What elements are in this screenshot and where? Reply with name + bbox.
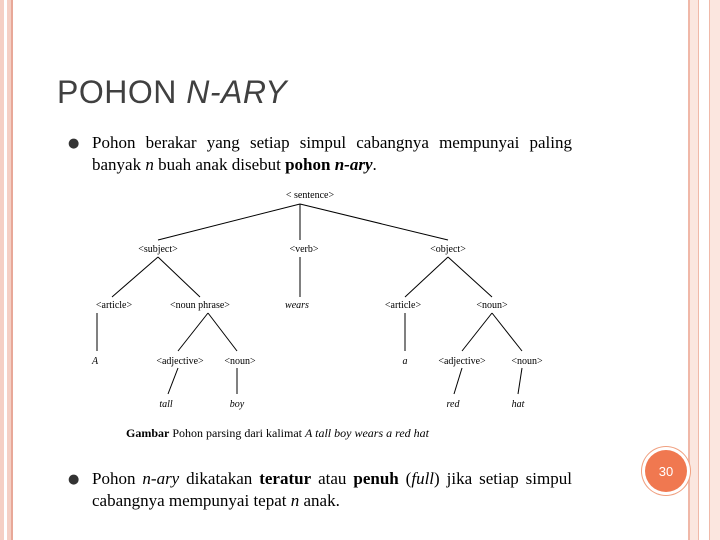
bullet-item-2: ● Pohon n-ary dikatakan teratur atau penuh (full) jika setiap simpul cabangnya mempunyai tepat n anak. bbox=[68, 469, 572, 510]
node-subject: <subject> bbox=[138, 244, 178, 255]
leaf-hat: hat bbox=[511, 399, 525, 410]
bullet-icon: ● bbox=[68, 472, 80, 487]
page-number-badge: 30 bbox=[645, 450, 687, 492]
leaf-tall: tall bbox=[159, 399, 173, 410]
node-adjective-1: <adjective> bbox=[156, 356, 204, 367]
node-article-1: <article> bbox=[95, 300, 133, 311]
slide-title: POHON N-ARY bbox=[57, 74, 288, 110]
node-noun-phrase: <noun phrase> bbox=[170, 300, 230, 311]
node-noun-1: <noun> bbox=[224, 356, 256, 367]
node-article-2: <article> bbox=[384, 300, 422, 311]
node-adjective-2: <adjective> bbox=[438, 356, 486, 367]
leaf-boy: boy bbox=[229, 399, 245, 410]
node-object: <object> bbox=[430, 244, 466, 255]
bullet-item-1: ● Pohon berakar yang setiap simpul cabangnya mempunyai paling banyak n buah anak disebut pohon n-ary. bbox=[68, 133, 572, 174]
node-verb: <verb> bbox=[289, 244, 319, 255]
node-noun-2: <noun> bbox=[511, 356, 543, 367]
node-sentence: < sentence> bbox=[285, 190, 335, 201]
leaf-a: a bbox=[402, 356, 408, 367]
figure-caption: Gambar Pohon parsing dari kalimat A tall boy wears a red hat bbox=[126, 426, 429, 440]
leaf-wears: wears bbox=[285, 300, 309, 311]
leaf-A: A bbox=[91, 356, 99, 367]
node-noun-object: <noun> bbox=[476, 300, 508, 311]
bullet-icon: ● bbox=[68, 136, 80, 151]
leaf-red: red bbox=[446, 399, 460, 410]
